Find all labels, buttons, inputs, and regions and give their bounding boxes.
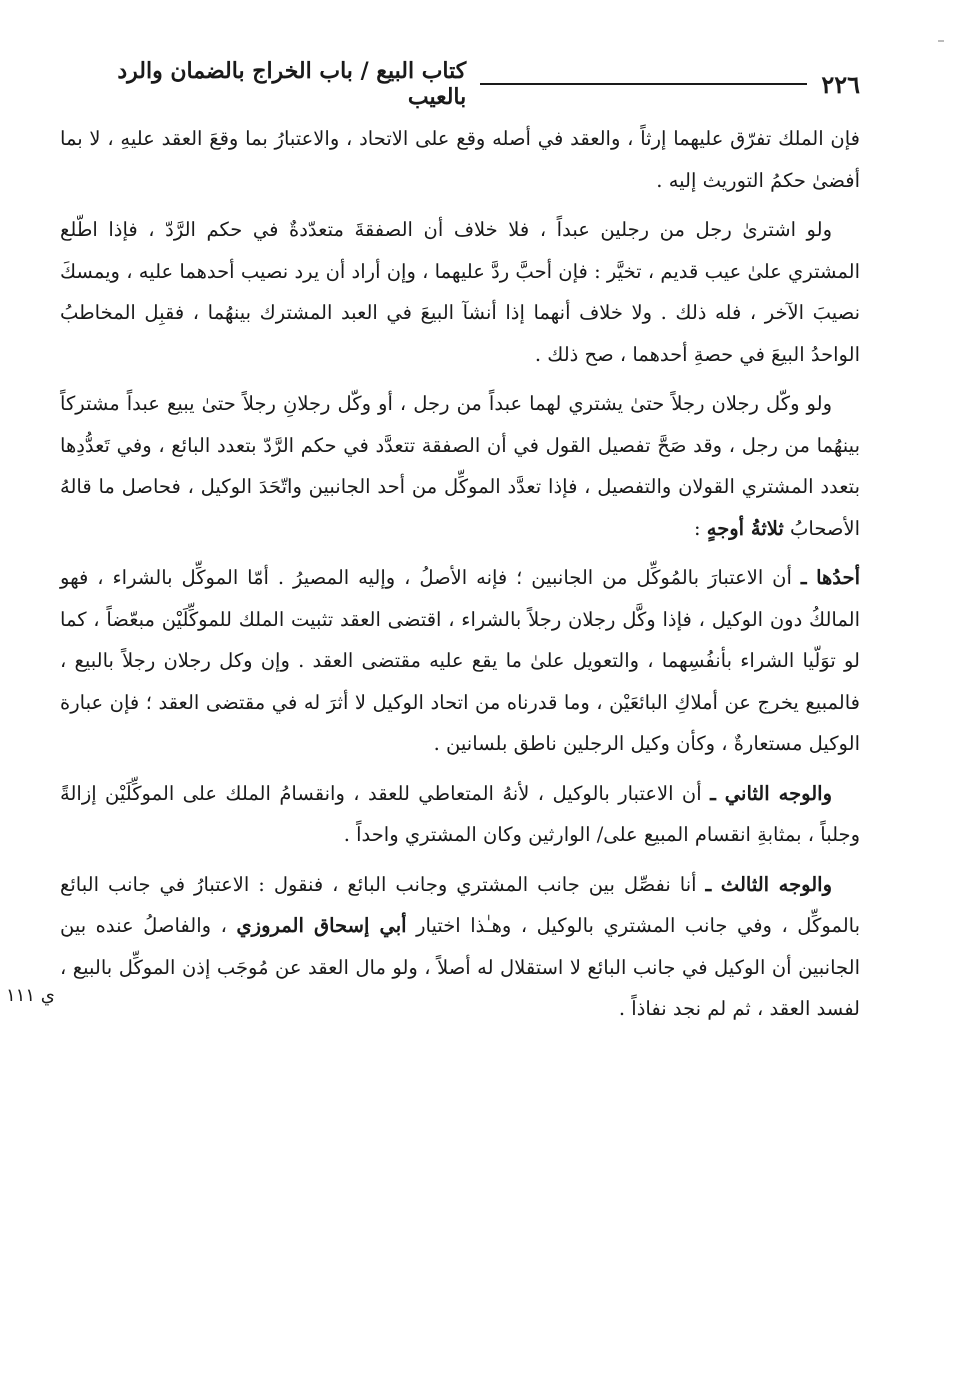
document-page (60, 58, 860, 1038)
paragraph-6-heading: والوجه الثالث ـ (705, 872, 832, 896)
paragraph-5-text: أن الاعتبار بالوكيل ، لأنهُ المتعاطي للعقد ، وانقسامُ الملك على الموكِّلَيْن إزالةً وجلباً ، بمثابةِ انقسام المبيع على/ الوارثين وكان المشتري واحداً . (60, 781, 860, 846)
page-number-block (617, 70, 860, 99)
paragraph-1 (60, 118, 860, 201)
paragraph-6 (60, 864, 860, 1030)
paragraph-6-bold: أبي إسحاق المروزي (236, 914, 407, 937)
paragraph-4-heading: أحدُها ـ (800, 566, 860, 589)
running-title: كتاب البيع / باب الخراج بالضمان والرد بالعيب (117, 58, 467, 110)
paragraph-2 (60, 209, 860, 375)
paragraph-3-bold: ثلاثةُ أوجهٍ (706, 516, 784, 540)
paragraph-3-text: ولو وكّل رجلان رجلاً حتىٰ يشتري لهما عبداً من رجل ، أو وكّل رجلانِ رجلاً حتىٰ يبيع عبداً مشتركاً بينهُما من رجل ، وقد صَحَّ تفصيل القول في أن الصفقة تتعدَّد في حكم الرَّدّ بتعدد البائع ، وفي تَعدُّدِها بتعدد المشتري القولان والتفصيل ، فإذا تعدَّد الموكِّل من أحد الجانبين واتّحَدَ الوكيل ، فحاصل ما قالهُ الأصحابُ (60, 392, 860, 540)
page-header (60, 58, 860, 110)
paragraph-6-end: ، والفاصلُ عنده بين الجانبين أن الوكيل في جانب البائع لا استقلال له أصلاً ، ولو مال العقد عن مُوجَب إذن الموكِّل بالبيع ، لفسد العقد ، ثم لم نجد نفاذاً . (60, 914, 860, 1020)
margin-note: ي ١١١ (6, 985, 55, 1006)
page-number: ٢٢٦ (821, 69, 860, 99)
paragraph-4 (60, 557, 860, 765)
paragraph-2-text: ولو اشترىٰ رجل من رجلين عبداً ، فلا خلاف أن الصفقةَ متعدّدةٌ في حكم الرَّدّ ، فإذا اطّلع المشتري علىٰ عيب قديم ، تخيَّر : فإن أحبَّ ردَّ عليهما ، وإن أراد أن يرد نصيب أحدهما عليه ، ويمسكَ نصيبَ الآخر ، فله ذلك . ولا خلاف أنهما إذا أنشآ البيعَ في العبد المشترك بينهُما ، فقبِل المخاطبُ الواحدُ البيعَ في حصةِ أحدهما ، صح ذلك . (60, 218, 860, 366)
paragraph-1-text: فإن الملك تفرّق عليهما إرثاً ، والعقد في أصله وقع على الاتحاد ، والاعتبارُ بما وقعَ العقد عليهِ ، لا بما أفضىٰ حكمُ التوريث إليه . (60, 127, 860, 192)
running-title-block (60, 58, 617, 110)
header-rule-left (480, 83, 617, 85)
paragraph-4-text: أن الاعتبارَ بالمُوكِّل من الجانبين ؛ فإنه الأصلُ ، وإليه المصيرُ . أمّا الموكِّل بالشراء ، فهو المالكُ دون الوكيل ، فإذا وكَّل رجلان رجلاً بالشراء ، اقتضى العقد تثبيت الملك للموكِّلَيْن مبعّضاً ، كما لو توَلّيا الشراء بأنفُسِهما ، والتعويل علىٰ ما يقع عليه مقتضى العقد . وإن وكل رجلان رجلاً بالبيع ، فالمبيع يخرج عن أملاكِ البائعَيْن ، وما قدرناه من اتحاد الوكيل لا أثرَ له في مقتضى العقد ؛ فإن عبارة الوكيل مستعارةٌ ، وكأن وكيل الرجلين ناطق بلسانين . (60, 566, 860, 755)
paragraph-5 (60, 773, 860, 856)
body-text (60, 118, 860, 1030)
corner-mark (938, 40, 944, 42)
paragraph-5-heading: والوجه الثاني ـ (710, 781, 833, 805)
header-rule-right (617, 83, 807, 85)
paragraph-3-end: : (693, 516, 707, 540)
paragraph-3 (60, 383, 860, 549)
paragraph-6-text: أنا نفصِّل بين جانب المشتري وجانب البائع ، فنقول : الاعتبارُ في جانب البائع بالموكِّل ، وفي جانب المشتري بالوكيل ، وهـٰذا اختيار (60, 872, 860, 937)
